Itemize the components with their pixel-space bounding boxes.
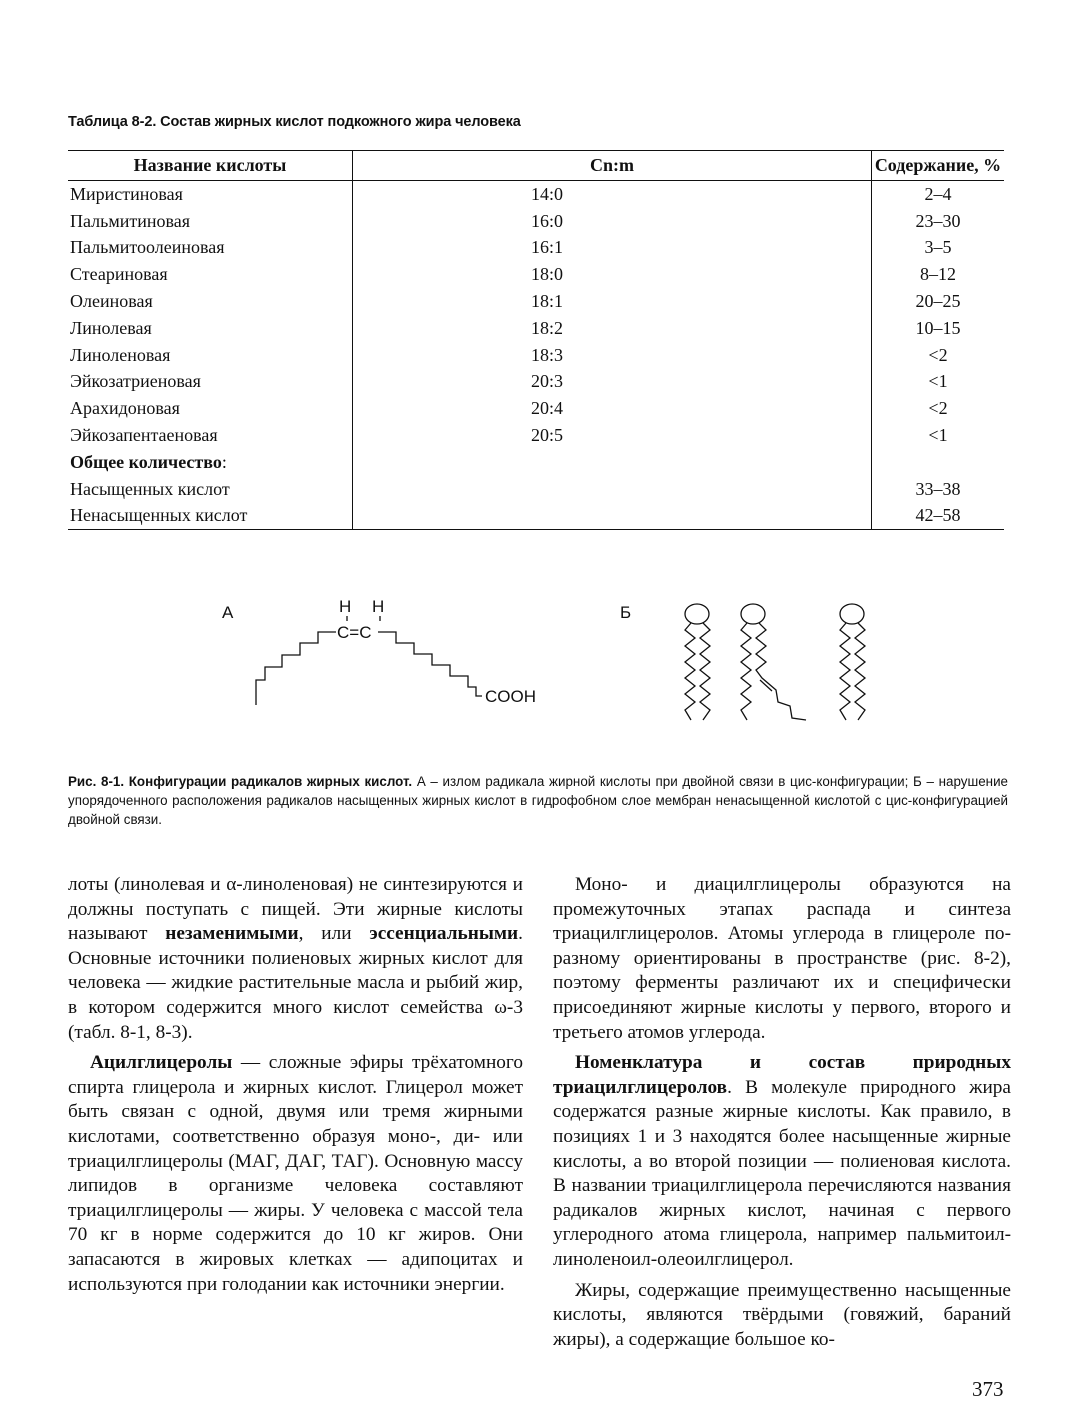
table-row [68,315,1004,342]
paragraph: Жиры, содержащие преимущественно насыщенные кислоты, являются твёрдыми (говяжий, бараний жиры), а содержащие большое ко- [553,1279,1011,1350]
hydrogen-left-label: H [339,597,352,616]
total-label: Общее количество: [70,451,227,472]
acid-name: Пальмитоолеиновая [70,237,225,258]
text-column-right [553,873,1011,1352]
paragraph: лоты (линолевая и α-линоленовая) не синтезируются и должны поступать с пищей. Эти жирные кислоты называют незаменимыми, или эссенциальными. Основные источники полиеновых жирных кислот для человека — жидкие растительные масла и рыбий жир, в котором содержится много кислот семейства ω-3 (табл. 8-1, 8-3). [68,874,523,1043]
acid-cnm: 20:3 [353,369,872,396]
acid-name: Эйкозапентаеновая [70,425,218,446]
table-row [68,235,1004,262]
table-header-row [68,151,1004,181]
figure-label-b: Б [620,603,632,622]
total-content: 33–38 [872,476,1005,503]
table-row [68,181,1004,208]
hydrogen-right-label: H [372,597,385,616]
acid-name: Миристиновая [70,183,183,204]
acid-content: 3–5 [872,235,1005,262]
table-row [68,395,1004,422]
membrane-lipid-saturated [685,604,710,720]
paragraph: Моно- и диацилглицеролы образуются на промежуточных этапах распада и синтеза триацилглицеролов. Атомы углерода в глицероле по-разному ориентированы в пространстве (рис. 8-2), поэтому ферменты различают их и специфически присоединяют жирные кислоты у первого, второго и третьего атомов углерода. [553,874,1011,1043]
acid-content: <2 [872,342,1005,369]
acid-name: Линоленовая [70,344,171,365]
acid-name: Арахидоновая [70,398,180,419]
text-column-left [68,873,523,1297]
fatty-acid-table [68,150,1004,530]
acid-cnm: 20:5 [353,422,872,449]
fatty-acid-chain-right [378,632,482,696]
table-row [68,422,1004,449]
paragraph: Номенклатура и состав природных триацилглицеролов. В молекуле природного жира содержатся разные жирные кислоты. Как правило, в позициях 1 и 3 находятся более насыщенные жирные кислоты, а во второй позиции — полиеновая кислота. В названии триацилглицерола перечисляются названия радикалов жирных кислот, начиная с первого углеродного атома глицерола, например пальмитоил-линоленоил-олеоилглицерол. [553,1052,1011,1270]
table-row-total [68,476,1004,503]
table-row [68,288,1004,315]
acid-name: Эйкозатриеновая [70,371,201,392]
acid-cnm: 18:3 [353,342,872,369]
acid-content: 2–4 [872,181,1005,208]
column-header-name: Название кислоты [68,151,353,181]
figure-caption-text: А – излом радикала жирной кислоты при двойной связи в цис-конфигурации; Б – нарушение упорядоченного расположения радикалов насыщенных жирных кислот в гидрофобном слое мембран ненасыщенной кислотой с цис-конфигурацией двойной связи. [68,774,1008,827]
paragraph: Ацилглицеролы — сложные эфиры трёхатомного спирта глицерола и жирных кислот. Глицерол может быть связан с одной, двумя или тремя жирными кислотами, соответственно образуя моно-, ди- или триацилглицеролы (МАГ, ДАГ, ТАГ). Основную массу липидов в организме человека составляют триацилглицеролы — жиры. У человека с массой тела 70 кг в норме содержится до 10 кг жиров. Они запасаются в жировых клетках — адипоцитах и используются при голодании как источники энергии. [68,1052,523,1295]
acid-content: 20–25 [872,288,1005,315]
table-body [68,181,1004,530]
double-bond-label: C=C [337,623,372,642]
acid-content: <1 [872,422,1005,449]
acid-content: <2 [872,395,1005,422]
acid-cnm: 16:0 [353,208,872,235]
term-acylglycerols: Ацилглицеролы [90,1052,233,1074]
fatty-acid-chain-left [256,632,336,705]
total-name: Ненасыщенных кислот [68,503,353,530]
acid-name: Пальмитиновая [70,210,191,231]
figure-caption [68,772,1008,829]
section-heading-nomenclature: Номенклатура и состав природных триацилглицеролов [553,1052,1011,1098]
figure-caption-title: Рис. 8-1. Конфигурации радикалов жирных кислот. [68,774,413,789]
total-name: Насыщенных кислот [70,478,230,499]
page-number: 373 [972,1377,1004,1401]
acid-content: 8–12 [872,261,1005,288]
membrane-lipid-saturated [840,604,865,720]
table-row [68,369,1004,396]
figure-label-a: А [222,603,234,622]
acid-cnm: 18:1 [353,288,872,315]
acid-cnm: 18:0 [353,261,872,288]
figure-8-1 [0,590,1077,740]
membrane-lipid-unsaturated [741,604,806,720]
total-content: 42–58 [872,503,1005,530]
acid-cnm: 18:2 [353,315,872,342]
acid-content: 10–15 [872,315,1005,342]
table-row [68,342,1004,369]
table-row-total [68,503,1004,530]
table-row [68,208,1004,235]
table-caption: Таблица 8-2. Состав жирных кислот подкожного жира человека [68,114,521,130]
acid-cnm: 14:0 [353,181,872,208]
term-essential: незаменимыми [165,923,299,945]
column-header-content: Содержание, % [872,151,1005,181]
acid-content: 23–30 [872,208,1005,235]
acid-name: Линолевая [70,317,152,338]
carboxyl-label: COOH [485,687,536,706]
acid-name: Стеариновая [70,264,168,285]
column-header-cnm: Cn:m [353,151,872,181]
table-row [68,261,1004,288]
term-essential-alt: эссенциальными [369,923,519,945]
acid-cnm: 16:1 [353,235,872,262]
table-row-total-label [68,449,1004,476]
acid-content: <1 [872,369,1005,396]
acid-name: Олеиновая [70,291,153,312]
acid-cnm: 20:4 [353,395,872,422]
